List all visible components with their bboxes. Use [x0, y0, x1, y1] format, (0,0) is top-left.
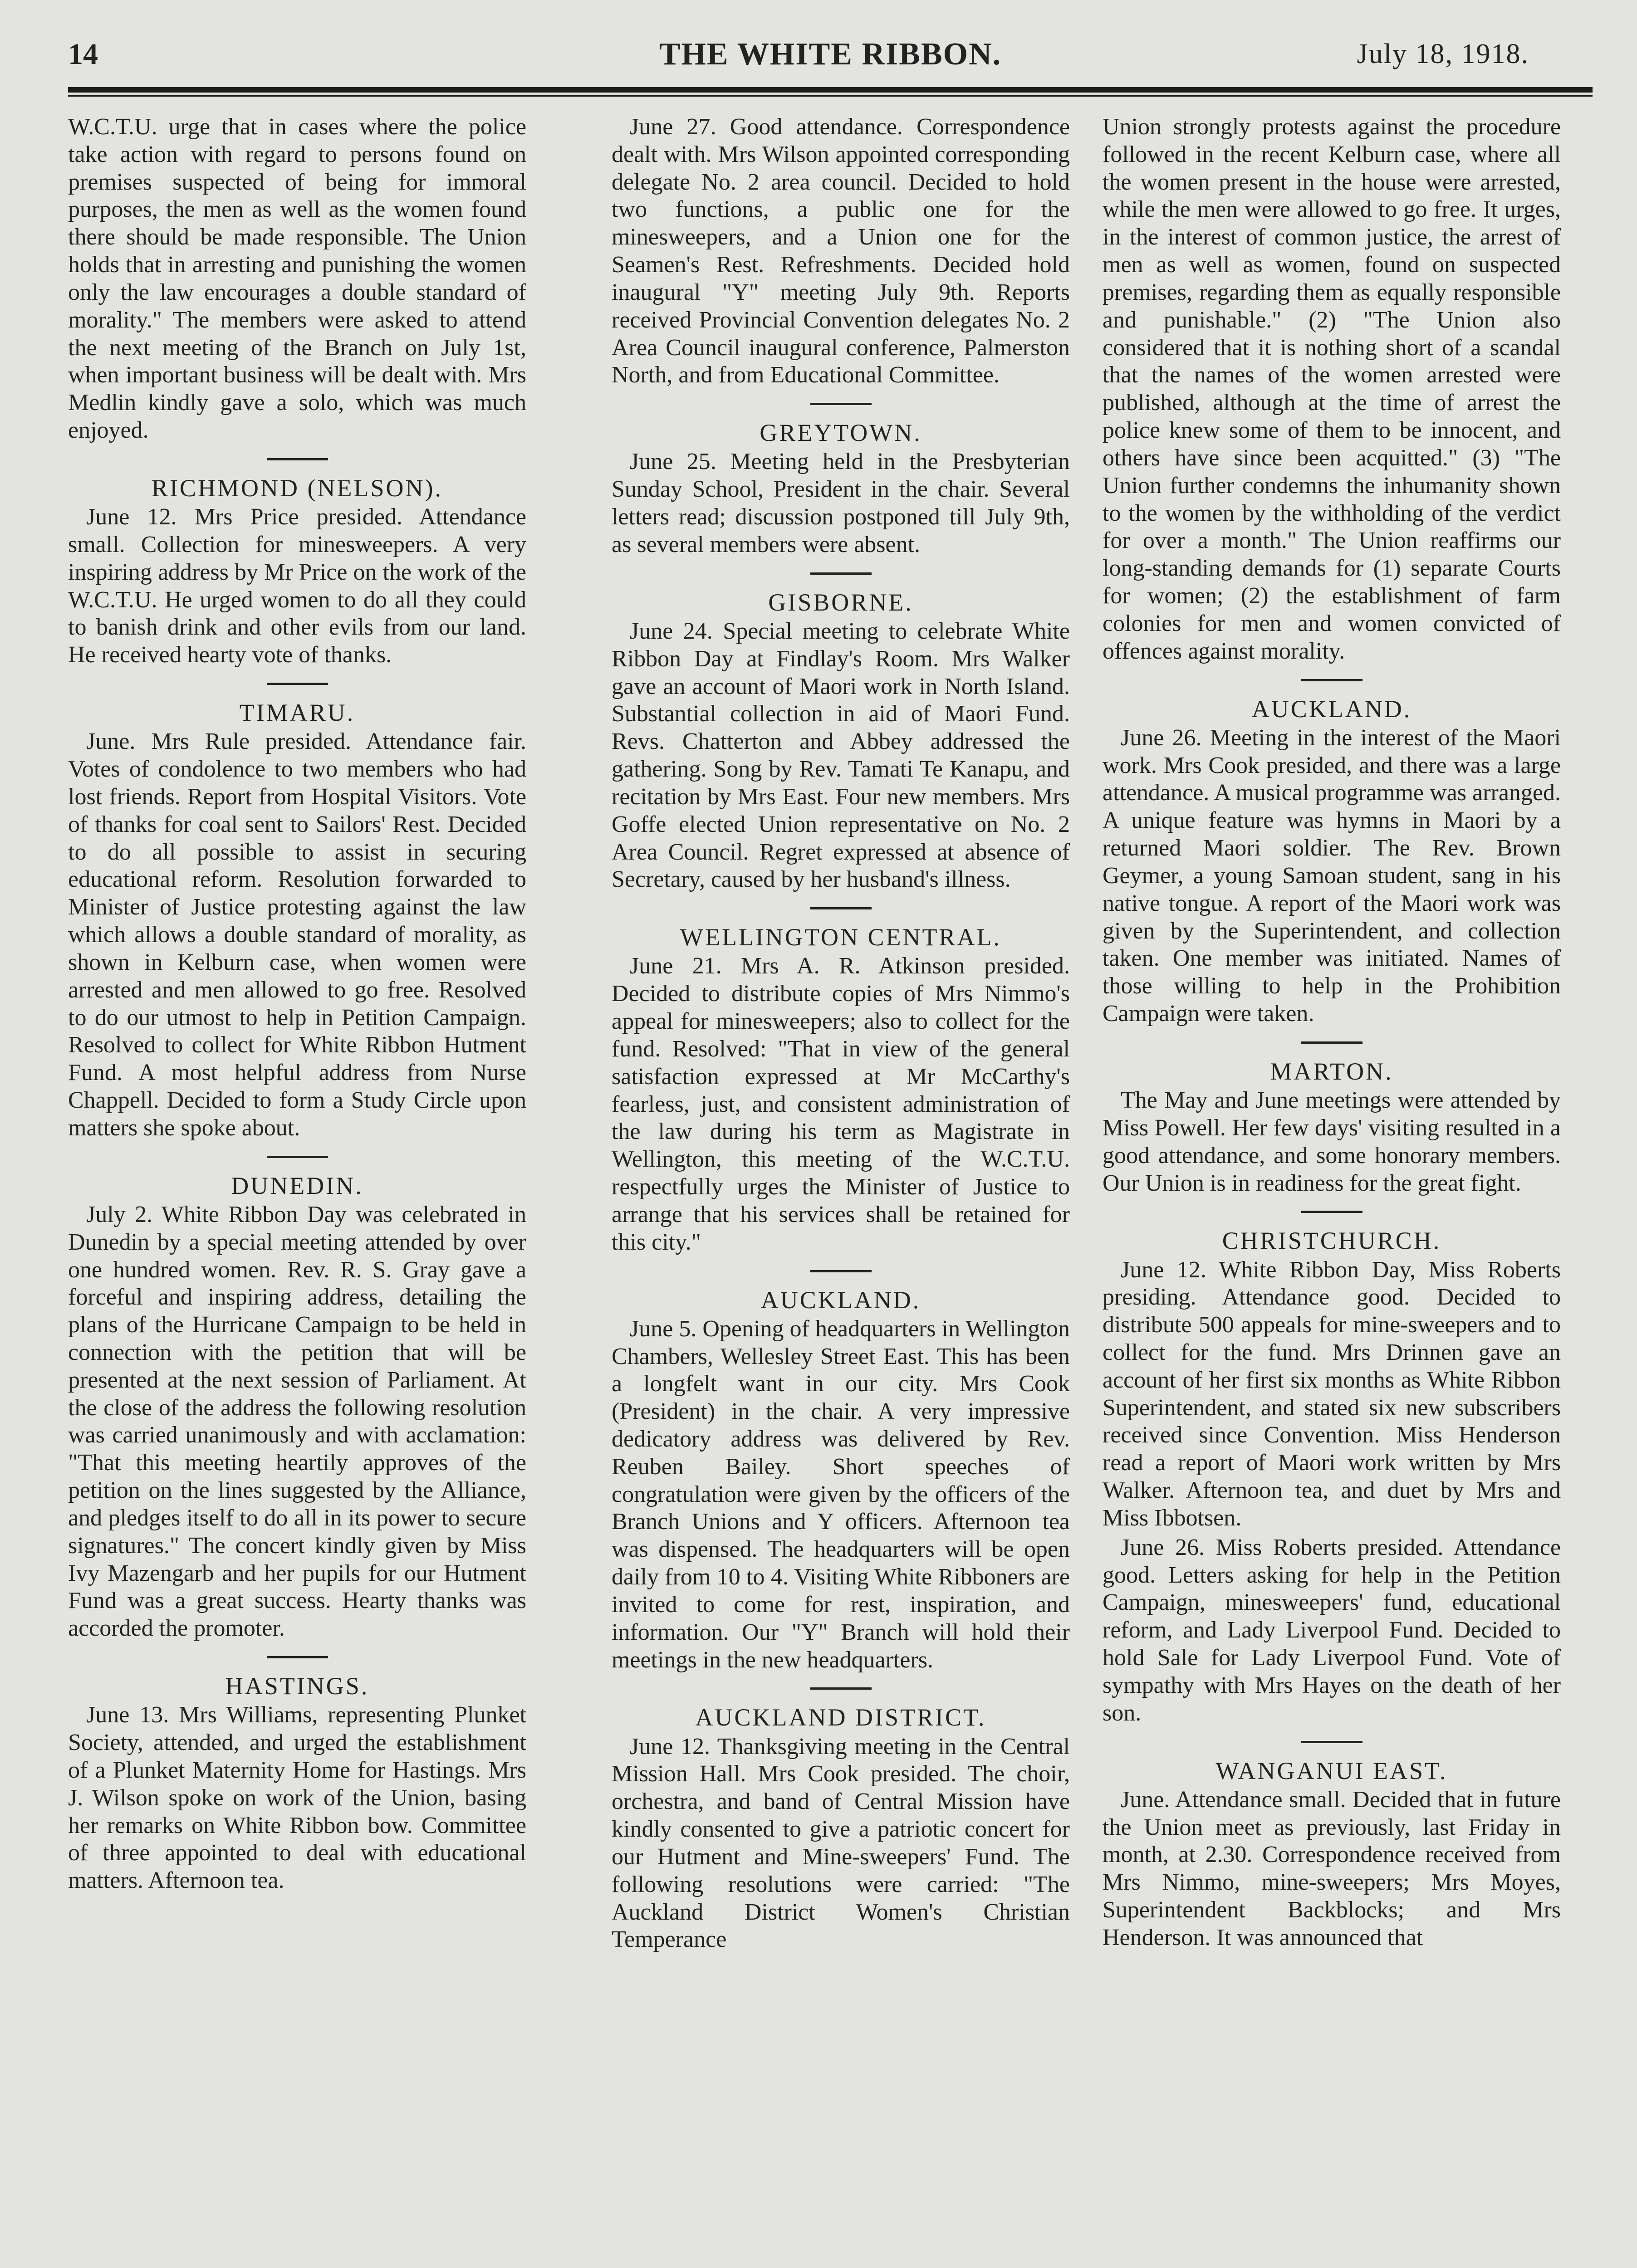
section-title-christchurch: CHRISTCHURCH. — [1222, 1227, 1441, 1255]
section-divider — [810, 572, 872, 575]
section-title-dunedin: DUNEDIN. — [231, 1172, 363, 1199]
section-title-timaru: TIMARU. — [239, 699, 355, 727]
section-title-wanganui-east: WANGANUI EAST. — [1215, 1757, 1448, 1784]
section-divider — [810, 403, 872, 405]
section-divider — [1301, 1741, 1363, 1743]
section-body-auckland: June 5. Opening of headquarters in Wellington Chambers, Wellesley Street East. This has been a longfelt want in our city. Mrs Cook (President) in the chair. A very impressive dedicatory address was delivered by Rev. Reuben Bailey. Short speeches of congratulation were given by the officers of the Branch Unions and Y officers. Afternoon tea was dispensed. The headquarters will be open daily from 10 to 4. Visiting White Ribboners are invited to come for rest, inspiration, and information. Our "Y" Branch will hold their meetings in the new headquarters. — [612, 1315, 1070, 1673]
section-body-timaru: June. Mrs Rule presided. Attendance fair. Votes of condolence to two members who had lost friends. Report from Hospital Visitors. Vote of thanks for coal sent to Sailors' Rest. Decided to do all possible to assist in securing educational reform. Resolution forwarded to Minister of Justice protesting against the law which allows a double standard of morality, as shown in Kelburn case, when women were arrested and men allowed to go free. Resolved to do our utmost to help in Petition Campaign. Resolved to collect for White Ribbon Hutment Fund. A most helpful address from Nurse Chappell. Decided to form a Study Circle upon matters she spoke about. — [68, 728, 526, 1141]
publication-title: THE WHITE RIBBON. — [659, 37, 1002, 72]
section-divider — [1301, 679, 1363, 681]
section-title-auckland: AUCKLAND. — [760, 1286, 921, 1314]
section-title-marton: MARTON. — [1270, 1057, 1393, 1085]
section-divider — [267, 1156, 328, 1158]
section-body-gisborne: June 24. Special meeting to celebrate White Ribbon Day at Findlay's Room. Mrs Walker gave an account of Maori work in North Island. Substantial collection in aid of Maori Fund. Revs. Chatterton and Abbey addressed the gathering. Song by Rev. Tamati Te Kanapu, and recitation by Mrs East. Four new members. Mrs Goffe elected Union representative on No. 2 Area Council. Regret expressed at absence of Secretary, caused by her husband's illness. — [612, 618, 1070, 893]
column-3 — [1103, 113, 1561, 1954]
page-number: 14 — [68, 38, 98, 71]
section-title-wellington-central: WELLINGTON CENTRAL. — [680, 924, 1001, 951]
section-body-wanganui-east: June. Attendance small. Decided that in future the Union meet as previously, last Friday in month, at 2.30. Correspondence received from Mrs Nimmo, mine-sweepers; Mrs Moyes, Superintendent Backblocks; and Mrs Henderson. It was announced that — [1103, 1786, 1561, 1950]
section-title-auckland-2: AUCKLAND. — [1251, 695, 1412, 723]
section-body-auckland-2: June 26. Meeting in the interest of the Maori work. Mrs Cook presided, and there was a large attendance. A musical programme was arranged. A unique feature was hymns in Maori by a returned Maori soldier. The Rev. Brown Geymer, a young Samoan student, sang in his native tongue. A report of the Maori work was given by the Superintendent, and collection taken. One member was initiated. Names of those willing to help in the Prohibition Campaign were taken. — [1103, 724, 1561, 1027]
section-divider — [1301, 1211, 1363, 1213]
section-title-auckland-district: AUCKLAND DISTRICT. — [695, 1704, 986, 1731]
page-header — [68, 32, 1593, 86]
section-divider — [810, 1270, 872, 1272]
section-body-auckland-district: June 12. Thanksgiving meeting in the Central Mission Hall. Mrs Cook presided. The choir, orchestra, and band of Central Mission have kindly consented to give a patriotic concert for our Hutment and Mine-sweepers' Fund. The following resolutions were carried: "The Auckland District Women's Christian Temperance — [612, 1733, 1070, 1953]
continued-text: W.C.T.U. urge that in cases where the police take action with regard to persons found on premises suspected of being for immoral purposes, the men as well as the women found there should be made responsible. The Union holds that in arresting and punishing the women only the law encourages a double standard of morality." The members were asked to attend the next meeting of the Branch on July 1st, when important business will be dealt with. Mrs Medlin kindly gave a solo, which was much enjoyed. — [68, 114, 526, 444]
section-title-greytown: GREYTOWN. — [760, 419, 922, 447]
section-divider — [267, 1656, 328, 1658]
section-body-marton: The May and June meetings were attended by Miss Powell. Her few days' visiting resulted in a good attendance, and some honorary members. Our Union is in readiness for the great fight. — [1103, 1087, 1561, 1196]
section-body-wellington-central: June 21. Mrs A. R. Atkinson presided. Decided to distribute copies of Mrs Nimmo's appeal for minesweepers; also to collect for the fund. Resolved: "That in view of the general satisfaction expressed at Mr McCarthy's fearless, just, and consistent administration of the law during his term as Magistrate in Wellington, this meeting of the W.C.T.U. respectfully urges the Minister of Justice to arrange that his services shall be retained for this city." — [612, 953, 1070, 1255]
section-body-hastings: June 13. Mrs Williams, representing Plunket Society, attended, and urged the establishment of a Plunket Maternity Home for Hastings. Mrs J. Wilson spoke on work of the Union, basing her remarks on White Ribbon bow. Committee of three appointed to deal with educational matters. Afternoon tea. — [68, 1702, 526, 1894]
section-divider — [267, 458, 328, 460]
section-divider — [267, 683, 328, 685]
section-title-gisborne: GISBORNE. — [768, 588, 913, 616]
issue-date: July 18, 1918. — [1357, 39, 1529, 69]
section-body-christchurch-1: June 12. White Ribbon Day, Miss Roberts presiding. Attendance good. Decided to distribute 500 appeals for mine-sweepers and to collect for the fund. Mrs Drinnen gave an account of her first six months as White Ribbon Superintendent, and stated six new subscribers received since Convention. Miss Henderson read a report of Maori work written by Mrs Walker. Afternoon tea, and duet by Mrs and Miss Ibbotsen. — [1103, 1256, 1561, 1531]
section-body-christchurch-2: June 26. Miss Roberts presided. Attendance good. Letters asking for help in the Petition Campaign, minesweepers' fund, educational reform, and Lady Liverpool Fund. Decided to hold Sale for Lady Liverpool Fund. Vote of sympathy with Mrs Hayes on the death of her son. — [1103, 1534, 1561, 1726]
section-divider — [1301, 1041, 1363, 1044]
column-1 — [68, 113, 526, 1897]
section-body-dunedin: July 2. White Ribbon Day was celebrated in Dunedin by a special meeting attended by over one hundred women. Rev. R. S. Gray gave a forceful and inspiring address, detailing the plans of the Hurricane Campaign to be held in connection with the petition that will be presented at the next session of Parliament. At the close of the address the following resolution was carried unanimously and with acclamation: "That this meeting heartily approves of the petition on the lines suggested by the Alliance, and pledges itself to do all in its power to secure signatures." The concert kindly given by Miss Ivy Mazengarb and her pupils for our Hutment Fund was a great success. Hearty thanks was accorded the promoter. — [68, 1201, 526, 1642]
section-title-richmond: RICHMOND (NELSON). — [152, 474, 443, 502]
header-rule-thick — [68, 87, 1593, 93]
column-2 — [612, 113, 1070, 1955]
section-divider — [810, 1687, 872, 1690]
continued-text: June 27. Good attendance. Correspondence dealt with. Mrs Wilson appointed corresponding delegate No. 2 area council. Decided to hold two functions, a public one for the minesweepers, and a Union one for the Seamen's Rest. Refreshments. Decided hold inaugural "Y" meeting July 9th. Reports received Provincial Convention delegates No. 2 Area Council inaugural conference, Palmerston North, and from Educational Committee. — [612, 114, 1070, 388]
section-divider — [810, 907, 872, 909]
section-body-greytown: June 25. Meeting held in the Presbyterian Sunday School, President in the chair. Several letters read; discussion postponed till July 9th, as several members were absent. — [612, 449, 1070, 557]
continued-text: Union strongly protests against the procedure followed in the recent Kelburn case, where all the women present in the house were arrested, while the men were allowed to go free. It urges, in the interest of common justice, the arrest of men as well as women, found on suspected premises, regarding them as equally responsible and punishable." (2) "The Union also considered that it is nothing short of a scandal that the names of the women arrested were published, although at the time of arrest the police knew some of them to be innocent, and others have since been acquitted." (3) "The Union further condemns the inhumanity shown to the women by the withholding of the verdict for over a month." The Union reaffirms our long-standing demands for (1) separate Courts for women; (2) the establishment of farm colonies for men and women convicted of offences against morality. — [1103, 114, 1561, 664]
section-body-richmond: June 12. Mrs Price presided. Attendance small. Collection for minesweepers. A very inspiring address by Mr Price on the work of the W.C.T.U. He urged women to do all they could to banish drink and other evils from our land. He received hearty vote of thanks. — [68, 504, 526, 668]
header-rule-thin — [68, 95, 1593, 97]
section-title-hastings: HASTINGS. — [225, 1672, 369, 1700]
